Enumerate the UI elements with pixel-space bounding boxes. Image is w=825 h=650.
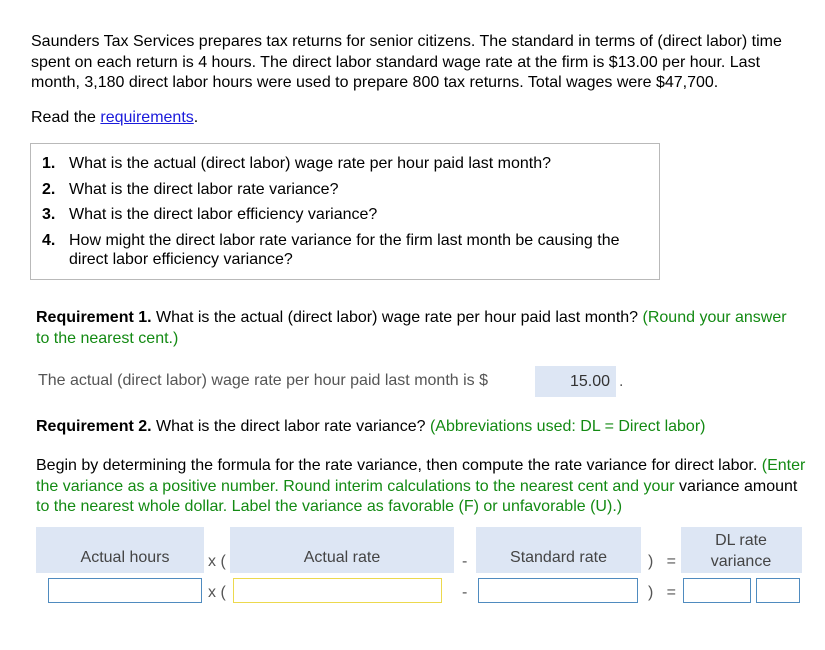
- variance-label-select[interactable]: [756, 578, 800, 603]
- formula-instructions: [36, 456, 806, 518]
- requirement-2-hint: (Abbreviations used: DL = Direct labor): [429, 418, 706, 435]
- requirement-text: What is the actual (direct labor) wage rate per hour paid last month?: [69, 155, 552, 172]
- standard-rate-input[interactable]: [478, 578, 638, 603]
- answer-1-prompt: The actual (direct labor) wage rate per hour paid last month is $: [38, 372, 489, 389]
- requirement-item: [42, 205, 649, 224]
- requirements-link[interactable]: requirements: [100, 109, 194, 126]
- actual-hours-input[interactable]: [48, 578, 202, 603]
- requirement-text: How might the direct labor rate variance for the firm last month be causing the direct labor efficiency variance?: [69, 231, 620, 268]
- requirement-2-question: [36, 418, 705, 436]
- requirement-item: [42, 231, 649, 269]
- instruction-text-2: variance amount: [674, 477, 798, 495]
- actual-wage-rate-answer[interactable]: 15.00: [535, 366, 616, 397]
- header-standard-rate: Standard rate: [510, 549, 607, 566]
- instruction-hint-1: (Enter the variance as a positive number. Round interim calculations to the nearest cent and your: [36, 457, 806, 495]
- actual-rate-input[interactable]: [233, 578, 442, 603]
- requirement-text: What is the direct labor efficiency variance?: [69, 206, 378, 223]
- requirement-2-text: What is the direct labor rate variance?: [151, 418, 430, 435]
- close-paren-equals: ) =: [648, 584, 677, 601]
- read-suffix: .: [193, 109, 199, 126]
- minus-sign: -: [462, 553, 468, 570]
- header-dl-rate-variance: DL rate variance: [710, 532, 772, 570]
- requirements-list-box: [30, 143, 660, 280]
- requirement-number: 2.: [42, 180, 56, 198]
- requirement-1-text: What is the actual (direct labor) wage rate per hour paid last month?: [151, 309, 643, 326]
- requirement-number: 3.: [42, 206, 56, 223]
- header-actual-hours: Actual hours: [80, 549, 170, 566]
- requirement-2-label: Requirement 2.: [36, 418, 152, 435]
- problem-statement: Saunders Tax Services prepares tax returns for senior citizens. The standard in terms of (direct labor) time spent on each return is 4 hours. The direct labor standard wage rate at the firm is $13.00 per hour. Last month, 3,180 direct labor hours were used to prepare 800 tax returns. Total wages were $47,700.: [31, 33, 782, 91]
- requirement-text: What is the direct labor rate variance?: [69, 180, 339, 198]
- requirement-1-label: Requirement 1.: [36, 309, 152, 326]
- minus-sign: -: [462, 584, 468, 601]
- requirement-number: 1.: [42, 155, 56, 172]
- requirement-number: 4.: [42, 231, 56, 249]
- requirement-item: [42, 180, 649, 199]
- dl-rate-variance-input[interactable]: [683, 578, 751, 603]
- requirement-item: [42, 154, 649, 173]
- requirement-1-hint: (Round your answer to the nearest cent.): [36, 309, 787, 347]
- instruction-hint-2: to the nearest whole dollar. Label the variance as favorable (F) or unfavorable (U).): [36, 498, 623, 515]
- requirement-1-question: [36, 308, 796, 349]
- instruction-text-1: Begin by determining the formula for the rate variance, then compute the rate variance for direct labor.: [36, 457, 762, 474]
- read-prefix: Read the: [31, 109, 101, 126]
- read-requirements: [31, 109, 198, 127]
- close-paren-equals: ) =: [648, 553, 677, 570]
- times-open-paren: x (: [208, 553, 226, 570]
- times-open-paren: x (: [208, 584, 226, 601]
- header-actual-rate: Actual rate: [303, 549, 381, 566]
- answer-1-suffix: .: [619, 373, 624, 390]
